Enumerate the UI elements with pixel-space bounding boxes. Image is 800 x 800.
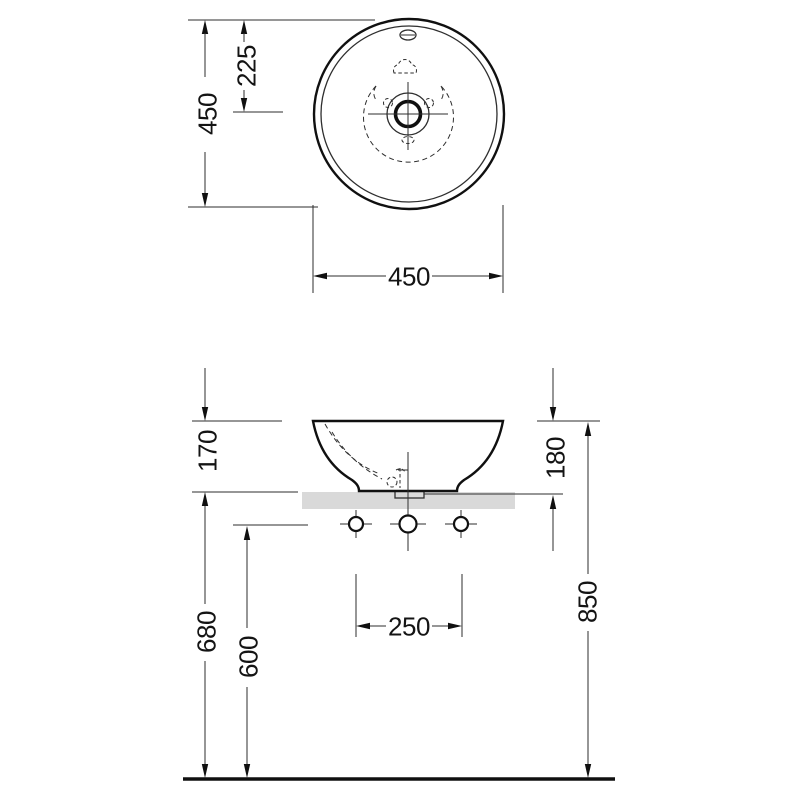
dim-label-counter-to-floor: 680 — [191, 611, 222, 653]
dimension-holes-to-floor — [233, 526, 263, 778]
dim-label-rim-to-floor: 850 — [572, 581, 603, 623]
dim-label-total-height: 180 — [540, 437, 571, 479]
dim-label-plan-center-offset: 225 — [231, 45, 262, 87]
hidden-faucet-outline — [394, 60, 417, 74]
drain — [368, 82, 448, 150]
fixing-hole-left — [349, 517, 363, 531]
dimension-plan-height — [192, 20, 222, 207]
dim-label-plan-width: 450 — [388, 261, 430, 292]
dimension-plan-width — [313, 261, 503, 291]
dimension-total-height — [540, 368, 570, 551]
fixing-hole-right — [454, 517, 468, 531]
dimension-rim-to-floor — [572, 422, 602, 778]
dim-label-plan-height: 450 — [192, 93, 223, 135]
dim-label-holes-to-floor: 600 — [233, 636, 264, 678]
overflow-hole — [400, 30, 416, 40]
dimension-plan-center-offset — [231, 20, 261, 112]
dimension-height-above-counter — [192, 368, 222, 506]
plan-view — [188, 19, 504, 293]
fixing-hole-center — [400, 516, 417, 533]
dimension-counter-to-floor — [191, 506, 221, 778]
elevation-view — [183, 368, 615, 779]
dim-label-height-above-counter: 170 — [192, 430, 223, 472]
dimension-hole-spacing — [356, 611, 462, 641]
dim-label-hole-spacing: 250 — [388, 611, 430, 642]
